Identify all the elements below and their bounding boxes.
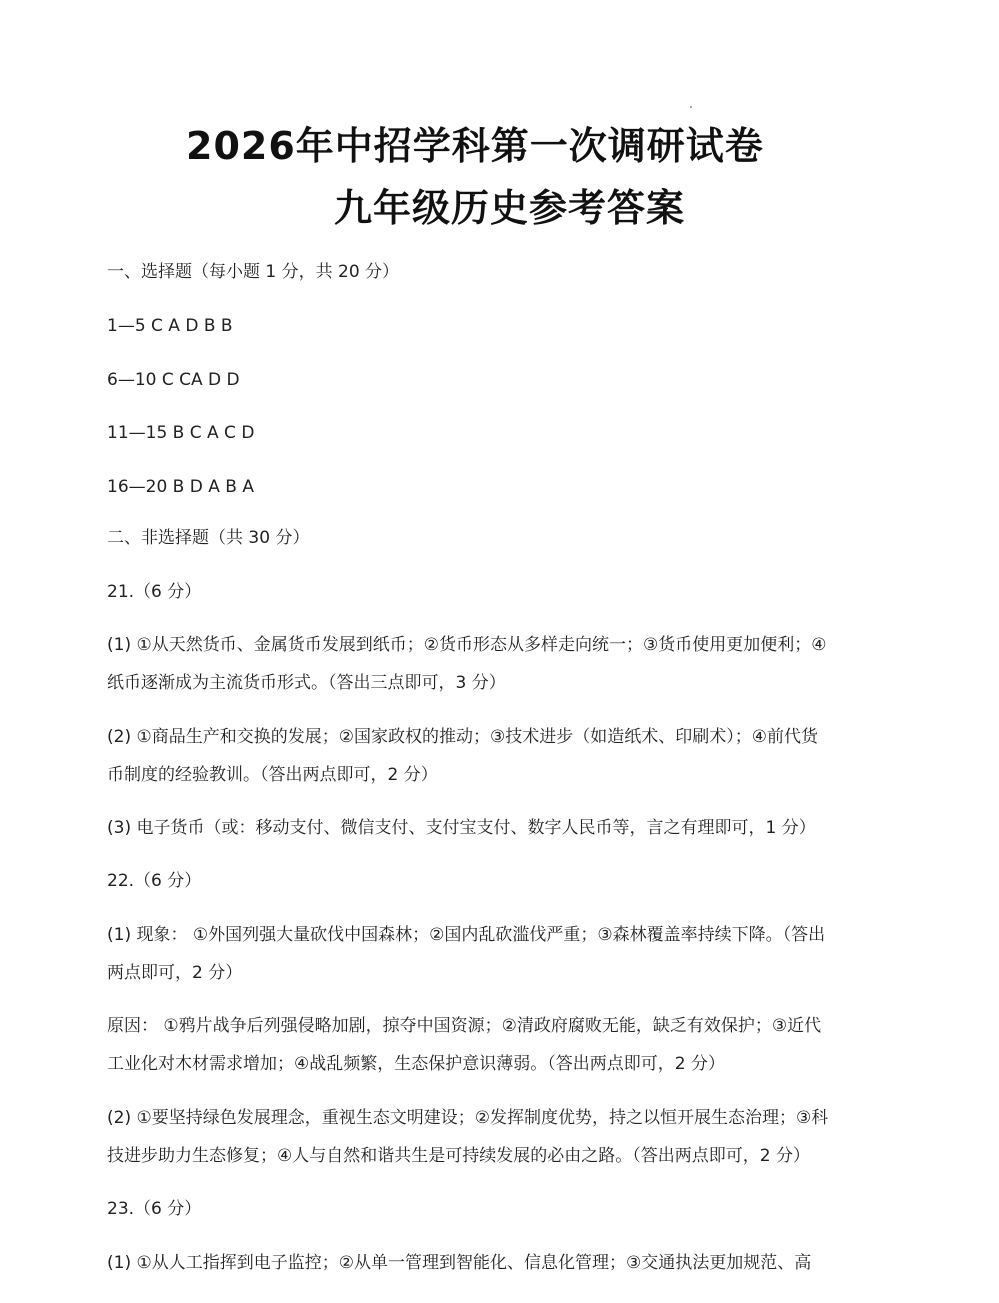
choice-answers-1-5: 1—5 C A D B B <box>107 316 233 336</box>
nonchoice-section-heading: 二、非选择题（共 30 分） <box>107 528 310 548</box>
q21-part1-line1: (1) ①从天然货币、金属货币发展到纸币；②货币形态从多样走向统一；③货币使用更加便利；④ <box>107 635 827 655</box>
q22-part1-reason-line2: 工业化对木材需求增加；④战乱频繁，生态保护意识薄弱。（答出两点即可，2 分） <box>107 1054 725 1074</box>
q21-part2-line1: (2) ①商品生产和交换的发展；②国家政权的推动；③技术进步（如造纸术、印刷术）；④前代货 <box>107 727 818 747</box>
q21-part2-line2: 币制度的经验教训。（答出两点即可，2 分） <box>107 765 438 785</box>
choice-answers-11-15: 11—15 B C A C D <box>107 423 255 443</box>
q21-heading: 21.（6 分） <box>107 582 202 602</box>
q22-heading: 22.（6 分） <box>107 871 202 891</box>
answer-key-title: 九年级历史参考答案 <box>334 186 686 230</box>
exam-title: 2026年中招学科第一次调研试卷 <box>186 124 764 168</box>
q23-part1-line1: (1) ①从人工指挥到电子监控；②从单一管理到智能化、信息化管理；③交通执法更加规范、高 <box>107 1253 812 1273</box>
q21-part3-line1: (3) 电子货币（或：移动支付、微信支付、支付宝支付、数字人民币等，言之有理即可，1 分） <box>107 818 816 838</box>
q22-part1-reason-line1: 原因： ①鸦片战争后列强侵略加剧，掠夺中国资源；②清政府腐败无能，缺乏有效保护；③近代 <box>107 1016 822 1036</box>
choice-answers-6-10: 6—10 C CA D D <box>107 370 240 390</box>
q22-part1-phenomenon-line2: 两点即可，2 分） <box>107 963 243 983</box>
q22-part1-phenomenon-line1: (1) 现象： ①外国列强大量砍伐中国森林；②国内乱砍滥伐严重；③森林覆盖率持续下降。（答出 <box>107 925 826 945</box>
choice-answers-16-20: 16—20 B D A B A <box>107 477 254 497</box>
scan-speck <box>690 106 692 108</box>
q22-part2-line2: 技进步助力生态修复；④人与自然和谐共生是可持续发展的必由之路。（答出两点即可，2 分） <box>107 1146 810 1166</box>
q23-heading: 23.（6 分） <box>107 1199 202 1219</box>
choice-section-heading: 一、选择题（每小题 1 分，共 20 分） <box>107 262 400 282</box>
q21-part1-line2: 纸币逐渐成为主流货币形式。（答出三点即可，3 分） <box>107 673 506 693</box>
q22-part2-line1: (2) ①要坚持绿色发展理念，重视生态文明建设；②发挥制度优势，持之以恒开展生态治理；③科 <box>107 1108 829 1128</box>
